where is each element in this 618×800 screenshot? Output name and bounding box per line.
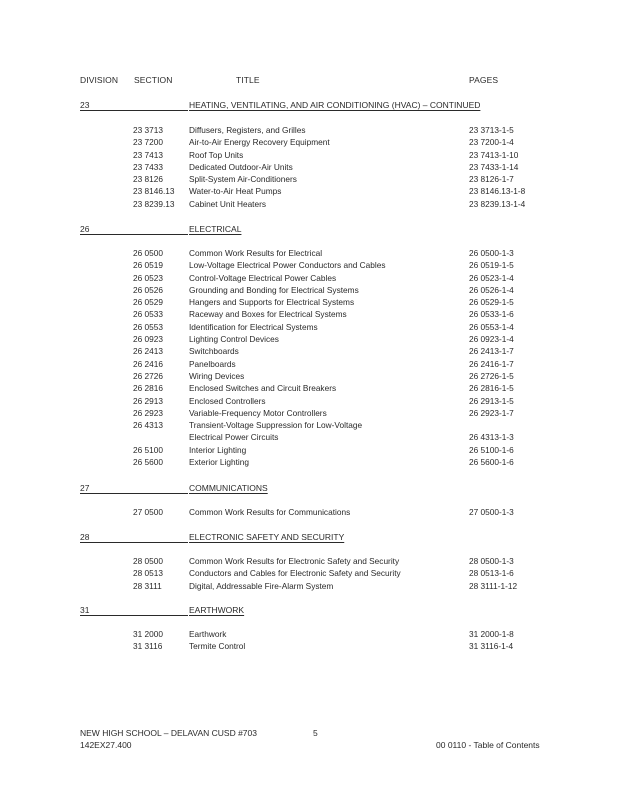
section-title: Panelboards — [189, 358, 236, 369]
section-pages: 26 0526-1-4 — [469, 284, 514, 295]
division-title: COMMUNICATIONS — [189, 483, 268, 493]
footer-page-number: 5 — [313, 728, 318, 738]
column-header-title: TITLE — [236, 75, 260, 85]
section-pages: 31 3116-1-4 — [469, 641, 514, 652]
section-number: 23 3713 — [133, 125, 163, 135]
section-title: Lighting Control Devices — [189, 334, 279, 345]
section-entry — [0, 199, 618, 211]
section-number: 26 2726 — [133, 370, 163, 381]
section-pages: 26 2413-1-7 — [469, 346, 514, 357]
section-title: Electrical Power Circuits — [189, 432, 279, 443]
section-pages: 26 0529-1-5 — [469, 297, 514, 308]
section-number: 26 2913 — [133, 395, 163, 406]
division-rule — [80, 110, 188, 111]
section-entry — [0, 186, 618, 198]
section-pages: 26 4313-1-3 — [469, 432, 514, 443]
section-pages: 26 0523-1-4 — [469, 272, 514, 283]
section-list — [0, 556, 618, 593]
section-number: 26 2416 — [133, 358, 163, 369]
division-heading — [0, 483, 618, 495]
section-number: 23 8146.13 — [133, 186, 175, 197]
section-title: Common Work Results for Communications — [189, 507, 351, 517]
section-pages: 31 2000-1-8 — [469, 629, 514, 639]
section-number: 23 8239.13 — [133, 198, 175, 209]
section-number: 28 0500 — [133, 556, 163, 566]
section-entry — [0, 581, 618, 593]
section-entry — [0, 334, 618, 346]
section-title: Conductors and Cables for Electronic Safety and Security — [189, 568, 401, 579]
section-title: Earthwork — [189, 629, 227, 639]
section-pages: 26 2923-1-7 — [469, 407, 514, 418]
division-heading — [0, 605, 618, 617]
division-26-group — [0, 224, 618, 468]
section-pages: 26 0533-1-6 — [469, 309, 514, 320]
section-title: Water-to-Air Heat Pumps — [189, 186, 282, 197]
section-pages: 23 7200-1-4 — [469, 137, 514, 148]
section-entry — [0, 359, 618, 371]
section-title: Interior Lighting — [189, 444, 247, 455]
section-title: Common Work Results for Electrical — [189, 248, 323, 258]
section-pages: 23 8239.13-1-4 — [469, 198, 526, 209]
division-title: ELECTRONIC SAFETY AND SECURITY — [189, 532, 345, 542]
section-pages: 26 2726-1-5 — [469, 370, 514, 381]
section-title: Grounding and Bonding for Electrical Systems — [189, 284, 359, 295]
section-title: Roof Top Units — [189, 149, 244, 160]
section-title: Wiring Devices — [189, 370, 245, 381]
section-number: 26 0923 — [133, 334, 163, 345]
section-entry — [0, 445, 618, 457]
section-pages: 23 8146.13-1-8 — [469, 186, 526, 197]
section-entry — [0, 396, 618, 408]
column-header-section: SECTION — [134, 75, 173, 85]
section-pages: 23 3713-1-5 — [469, 125, 514, 135]
section-entry — [0, 457, 618, 469]
division-number: 26 — [80, 224, 90, 234]
section-list — [0, 629, 618, 654]
section-title: Variable-Frequency Motor Controllers — [189, 407, 327, 418]
division-number: 28 — [80, 532, 90, 542]
division-27-group — [0, 483, 618, 517]
division-heading — [0, 100, 618, 112]
section-entry — [0, 125, 618, 137]
section-pages: 26 5600-1-6 — [469, 457, 514, 468]
section-pages: 26 0500-1-3 — [469, 248, 514, 258]
section-number: 23 7200 — [133, 137, 163, 148]
section-title: Exterior Lighting — [189, 457, 249, 468]
section-title: Identification for Electrical Systems — [189, 321, 318, 332]
section-title: Raceway and Boxes for Electrical Systems — [189, 309, 347, 320]
division-28-group — [0, 532, 618, 591]
section-number: 26 0519 — [133, 260, 163, 271]
section-pages: 28 0500-1-3 — [469, 556, 514, 566]
section-number: 26 0529 — [133, 297, 163, 308]
section-number: 26 0526 — [133, 284, 163, 295]
section-title: Split-System Air-Conditioners — [189, 174, 297, 185]
section-number: 28 3111 — [133, 580, 162, 591]
section-title: Transient-Voltage Suppression for Low-Voltage — [189, 420, 363, 431]
section-entry — [0, 383, 618, 395]
section-entry — [0, 162, 618, 174]
section-number: 26 5600 — [133, 457, 163, 468]
section-list — [0, 125, 618, 211]
section-pages: 26 0553-1-4 — [469, 321, 514, 332]
section-number: 26 2413 — [133, 346, 163, 357]
section-title: Diffusers, Registers, and Grilles — [189, 125, 306, 135]
section-pages: 23 7413-1-10 — [469, 149, 519, 160]
section-pages: 26 0923-1-4 — [469, 334, 514, 345]
section-pages: 26 2416-1-7 — [469, 358, 514, 369]
division-title: ELECTRICAL — [189, 224, 242, 234]
division-31-group — [0, 605, 618, 652]
section-title: Enclosed Switches and Circuit Breakers — [189, 383, 337, 394]
section-entry — [0, 507, 618, 519]
footer-project-name: NEW HIGH SCHOOL – DELAVAN CUSD #703 — [80, 728, 257, 738]
section-pages: 26 0519-1-5 — [469, 260, 514, 271]
section-title: Common Work Results for Electronic Safety and Security — [189, 556, 400, 566]
section-title: Switchboards — [189, 346, 239, 357]
section-title: Dedicated Outdoor-Air Units — [189, 161, 293, 172]
section-entry — [0, 346, 618, 358]
section-pages: 28 3111-1-12 — [469, 580, 518, 591]
section-entry — [0, 371, 618, 383]
column-header-division: DIVISION — [80, 75, 119, 85]
section-number: 23 8126 — [133, 174, 163, 185]
section-pages: 23 8126-1-7 — [469, 174, 514, 185]
section-number: 27 0500 — [133, 507, 163, 517]
section-title: Control-Voltage Electrical Power Cables — [189, 272, 337, 283]
section-entry — [0, 629, 618, 641]
section-entry — [0, 408, 618, 420]
section-pages: 26 2913-1-5 — [469, 395, 514, 406]
section-number: 26 0523 — [133, 272, 163, 283]
footer-section-reference: 00 0110 - Table of Contents — [436, 740, 540, 750]
section-title: Cabinet Unit Heaters — [189, 198, 267, 209]
division-number: 31 — [80, 605, 90, 615]
section-entry-continuation — [0, 432, 618, 444]
division-rule — [80, 234, 188, 235]
division-23-group — [0, 100, 618, 209]
section-number: 31 3116 — [133, 641, 163, 652]
section-entry — [0, 248, 618, 260]
division-number: 23 — [80, 100, 90, 110]
section-pages: 26 2816-1-5 — [469, 383, 514, 394]
section-number: 23 7433 — [133, 161, 163, 172]
section-pages: 23 7433-1-14 — [469, 161, 519, 172]
section-number: 26 4313 — [133, 420, 163, 431]
section-number: 26 2923 — [133, 407, 163, 418]
division-title: HEATING, VENTILATING, AND AIR CONDITIONING (HVAC) – CONTINUED — [189, 100, 481, 110]
section-entry — [0, 641, 618, 653]
section-number: 26 0533 — [133, 309, 163, 320]
section-entry — [0, 273, 618, 285]
section-entry — [0, 260, 618, 272]
section-entry — [0, 137, 618, 149]
section-entry — [0, 556, 618, 568]
division-heading — [0, 224, 618, 236]
section-title: Digital, Addressable Fire-Alarm System — [189, 580, 334, 591]
section-entry — [0, 568, 618, 580]
section-list — [0, 248, 618, 469]
section-title: Low-Voltage Electrical Power Conductors and Cables — [189, 260, 386, 271]
section-title: Enclosed Controllers — [189, 395, 266, 406]
section-entry — [0, 297, 618, 309]
division-rule — [80, 493, 188, 494]
section-title: Air-to-Air Energy Recovery Equipment — [189, 137, 330, 148]
division-number: 27 — [80, 483, 90, 493]
division-heading — [0, 532, 618, 544]
section-number: 26 2816 — [133, 383, 163, 394]
division-rule — [80, 542, 188, 543]
section-pages: 26 5100-1-6 — [469, 444, 514, 455]
division-title: EARTHWORK — [189, 605, 245, 615]
section-number: 31 2000 — [133, 629, 163, 639]
section-number: 26 0553 — [133, 321, 163, 332]
section-entry — [0, 174, 618, 186]
section-entry — [0, 285, 618, 297]
section-number: 28 0513 — [133, 568, 163, 579]
section-title: Hangers and Supports for Electrical Systems — [189, 297, 355, 308]
section-pages: 27 0500-1-3 — [469, 507, 514, 517]
section-pages: 28 0513-1-6 — [469, 568, 514, 579]
section-number: 26 0500 — [133, 248, 163, 258]
section-list — [0, 507, 618, 519]
section-number: 26 5100 — [133, 444, 163, 455]
section-entry — [0, 322, 618, 334]
section-entry — [0, 309, 618, 321]
footer-project-number: 142EX27.400 — [80, 740, 132, 750]
section-number: 23 7413 — [133, 149, 163, 160]
column-header-pages: PAGES — [469, 75, 499, 85]
section-title: Termite Control — [189, 641, 246, 652]
section-entry — [0, 420, 618, 432]
division-rule — [80, 615, 188, 616]
section-entry — [0, 150, 618, 162]
